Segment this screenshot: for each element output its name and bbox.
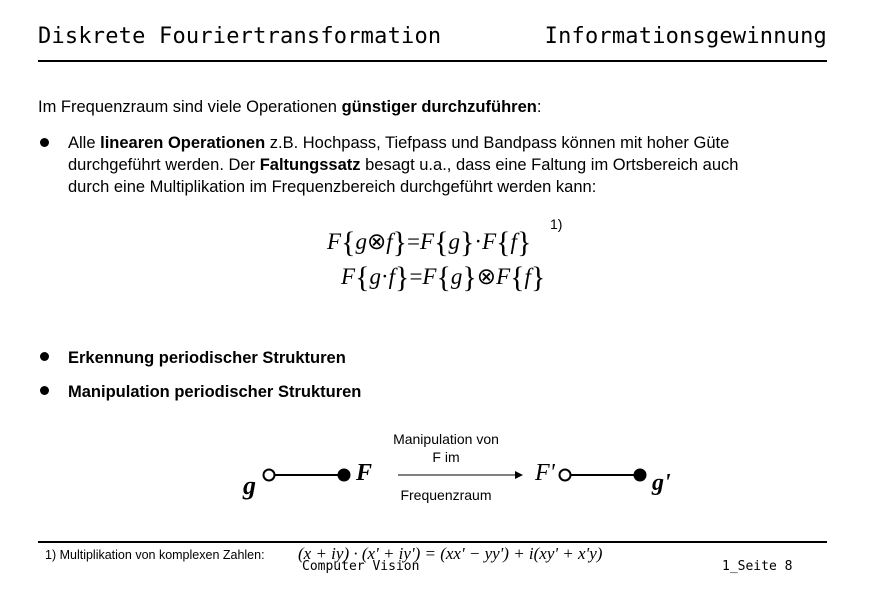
formula-2-brace-close-3: } [530,261,546,294]
left-open-node [264,470,275,481]
right-filled-node [634,469,647,482]
formula-1-brace-open: { [341,226,356,259]
formula-1-convolution-op: ⊗ [366,229,387,254]
diagram-right-F: F' [535,460,555,486]
diagram-label-top-line-1: Manipulation von [393,431,499,447]
footnote-formula: (x + iy) · (x' + iy') = (xx' − yy') + i(xy' + x'y) [298,544,603,563]
formula-2-brace-close-2: } [462,261,477,294]
formula-1-brace-close-3: } [516,226,532,259]
formula-2-equals: = [409,264,423,289]
diagram-label-top [372,430,520,466]
formula-1-brace-close: } [392,226,408,259]
page-number: 1_Seite 8 [722,559,793,574]
formula-2-f: f [388,264,396,289]
bullet-1-line-2-a: durchgeführt werden. Der [68,156,260,174]
formula-2-multiply-op: · [380,264,389,289]
formula-1-f2: f [510,229,517,254]
formula-1-g: g [355,229,367,254]
formula-2-convolution-op: ⊗ [476,264,497,289]
formula-1-f: f [386,229,393,254]
formula-2-F2: F [422,264,437,289]
bullet-3-text: Manipulation periodischer Strukturen [68,383,362,401]
bullet-1-text [68,132,838,198]
footer-center-label: Computer Vision [302,559,420,574]
diagram-right-g: g' [652,470,671,496]
formula-2-F3: F [496,264,511,289]
intro-text-after: : [536,98,542,116]
intro-text [38,96,541,118]
formula-1-dot: · [474,229,483,254]
bullet-2-text: Erkennung periodischer Strukturen [68,349,346,367]
bullet-1-line-1-bold: linearen Operationen [100,134,266,152]
formula-1-brace-open-2: { [434,226,449,259]
bullet-1-line-1 [68,132,838,154]
bullet-dot-1 [40,138,49,147]
bullet-1-line-3: durch eine Multiplikation im Frequenzbereich durchgeführt werden kann: [68,178,597,196]
formula-2-g2: g [450,264,463,289]
bullet-1-line-1-a: Alle [68,134,101,152]
bullet-dot-2 [40,352,49,361]
header-divider [38,60,827,62]
bullet-1-line-2-c: besagt u.a., dass eine Faltung im Ortsbereich auch [360,156,739,174]
footnote-text: 1) Multiplikation von komplexen Zahlen: [45,548,265,562]
bullet-1-line-2 [68,154,838,176]
formula-footnote-mark: 1) [550,216,563,232]
formula-2-g: g [369,264,381,289]
formula-line-2 [341,261,545,295]
formula-1-brace-open-3: { [496,226,511,259]
diagram-label-bottom: Frequenzraum [400,487,492,503]
left-filled-node [338,469,351,482]
formula-2-f2: f [524,264,531,289]
formula-2-brace-open: { [355,261,370,294]
footer-divider [38,541,827,543]
diagram-label-top-line-2: F im [432,449,460,465]
formula-2-brace-open-2: { [436,261,451,294]
formula-2-brace-close: } [395,261,410,294]
header-left-title: Diskrete Fouriertransformation [38,24,442,49]
bullet-dot-3 [40,386,49,395]
formula-1-F2: F [420,229,435,254]
formula-line-1 [327,226,531,260]
formula-1-equals: = [407,229,421,254]
formula-2-brace-open-3: { [510,261,525,294]
diagram-left-F: F [356,460,373,486]
intro-text-bold: günstiger durchzuführen [341,98,537,116]
right-open-node [560,470,571,481]
header-right-title: Informationsgewinnung [544,24,827,49]
bullet-1-line-1-c: z.B. Hochpass, Tiefpass und Bandpass können mit hoher Güte [265,134,730,152]
formula-1-brace-close-2: } [460,226,475,259]
bullet-1-line-2-bold: Faltungssatz [259,156,361,174]
formula-1-F: F [327,229,342,254]
formula-1-g2: g [448,229,460,254]
intro-text-before: Im Frequenzraum sind viele Operationen [38,98,342,116]
formula-2-F: F [341,264,356,289]
diagram-left-g: g [243,471,256,500]
formula-1-F3: F [482,229,497,254]
